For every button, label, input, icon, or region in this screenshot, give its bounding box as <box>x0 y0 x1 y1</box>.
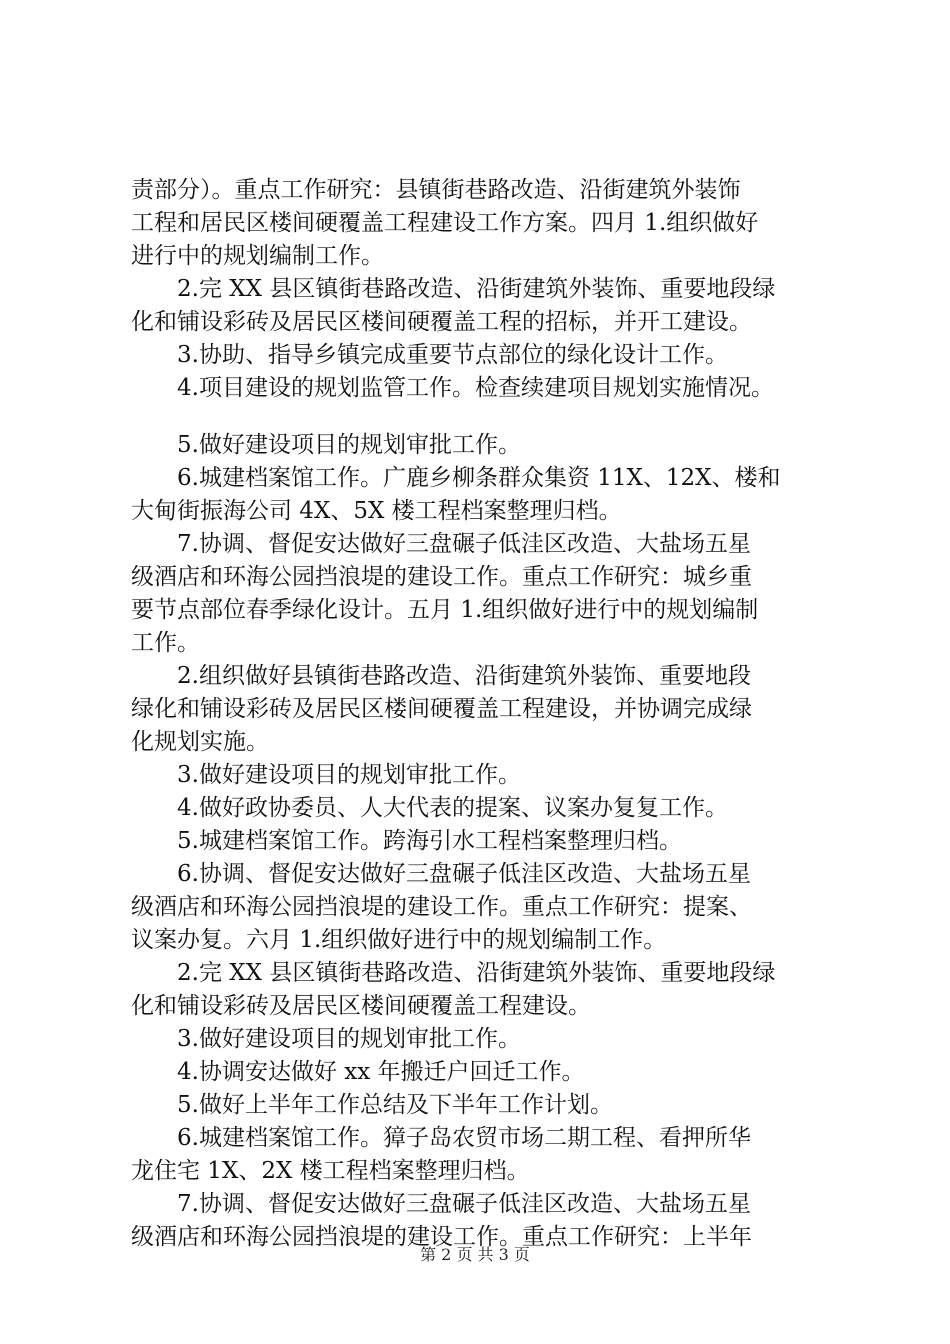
text-line: 大甸街振海公司 4X、5X 楼工程档案整理归档。 <box>131 498 622 524</box>
text-line: 化和铺设彩砖及居民区楼间硬覆盖工程的招标，并开工建设。 <box>131 309 752 335</box>
text-line: 化规划实施。 <box>131 729 269 755</box>
text-line: 2.完 XX 县区镇街巷路改造、沿街建筑外装饰、重要地段绿 <box>177 960 776 986</box>
text-line: 责部分）。重点工作研究：县镇街巷路改造、沿街建筑外装饰 <box>131 177 741 203</box>
text-line: 2.组织做好县镇街巷路改造、沿街建筑外装饰、重要地段 <box>177 663 751 689</box>
text-line: 6.协调、督促安达做好三盘碾子低洼区改造、大盐场五星 <box>177 861 751 887</box>
text-line: 龙住宅 1X、2X 楼工程档案整理归档。 <box>131 1158 530 1184</box>
text-line: 级酒店和环海公园挡浪堤的建设工作。重点工作研究：提案、 <box>131 894 752 920</box>
text-line: 4.做好政协委员、人大代表的提案、议案办复复工作。 <box>177 795 728 821</box>
text-line: 3.做好建设项目的规划审批工作。 <box>177 762 521 788</box>
text-line: 3.做好建设项目的规划审批工作。 <box>177 1026 521 1052</box>
text-line: 5.做好建设项目的规划审批工作。 <box>177 432 521 458</box>
paragraph-gap <box>131 405 831 429</box>
text-line: 级酒店和环海公园挡浪堤的建设工作。重点工作研究：上半年 <box>131 1224 752 1250</box>
text-line: 工程和居民区楼间硬覆盖工程建设工作方案。四月 1.组织做好 <box>131 210 759 236</box>
text-line: 6.城建档案馆工作。獐子岛农贸市场二期工程、看押所华 <box>177 1125 751 1151</box>
text-line: 工作。 <box>131 630 200 656</box>
text-line: 7.协调、督促安达做好三盘碾子低洼区改造、大盐场五星 <box>177 1191 751 1217</box>
text-line: 要节点部位春季绿化设计。五月 1.组织做好进行中的规划编制 <box>131 597 759 623</box>
text-line: 6.城建档案馆工作。广鹿乡柳条群众集资 11X、12X、楼和 <box>177 465 781 491</box>
text-line: 级酒店和环海公园挡浪堤的建设工作。重点工作研究：城乡重 <box>131 564 752 590</box>
text-line: 3.协助、指导乡镇完成重要节点部位的绿化设计工作。 <box>177 342 728 368</box>
text-line: 化和铺设彩砖及居民区楼间硬覆盖工程建设。 <box>131 993 591 1019</box>
text-line: 4.项目建设的规划监管工作。检查续建项目规划实施情况。 <box>177 375 774 401</box>
text-line: 5.做好上半年工作总结及下半年工作计划。 <box>177 1092 613 1118</box>
page-number-footer: 第 2 页 共 3 页 <box>420 1245 530 1264</box>
text-line: 进行中的规划编制工作。 <box>131 243 384 269</box>
text-line: 绿化和铺设彩砖及居民区楼间硬覆盖工程建设，并协调完成绿 <box>131 696 752 722</box>
text-line: 议案办复。六月 1.组织做好进行中的规划编制工作。 <box>131 927 667 953</box>
text-line: 4.协调安达做好 xx 年搬迁户回迁工作。 <box>177 1059 585 1085</box>
text-line: 5.城建档案馆工作。跨海引水工程档案整理归档。 <box>177 828 682 854</box>
document-body <box>131 174 831 1254</box>
text-line: 7.协调、督促安达做好三盘碾子低洼区改造、大盐场五星 <box>177 531 751 557</box>
text-line: 2.完 XX 县区镇街巷路改造、沿街建筑外装饰、重要地段绿 <box>177 276 776 302</box>
